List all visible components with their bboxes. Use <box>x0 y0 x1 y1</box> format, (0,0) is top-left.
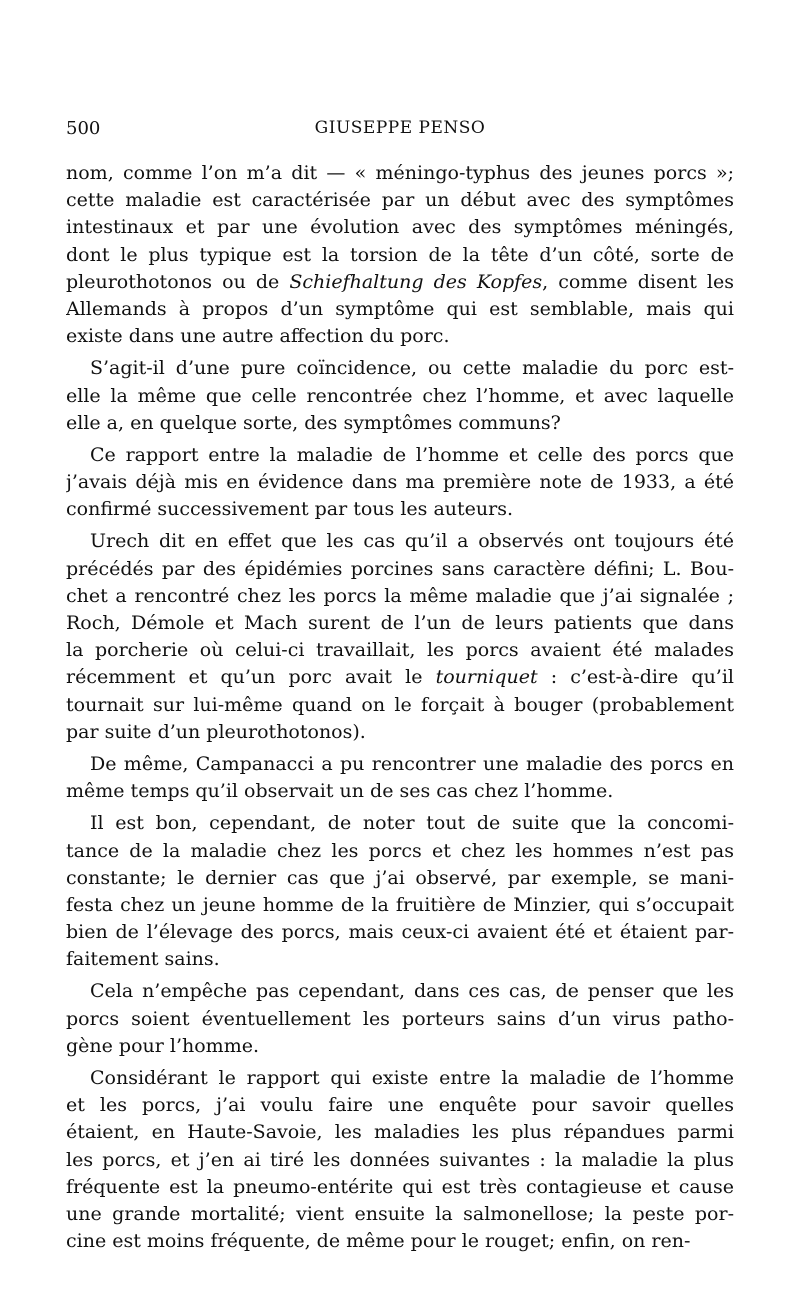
text-line: cine est moins fréquente, de même pour le rouget; enfin, on ren- <box>66 1230 691 1253</box>
text-line: Allemands à propos d’un symptôme qui est semblable, mais qui <box>66 297 734 320</box>
text-line: et les porcs, j’ai voulu faire une enquête pour savoir quelles <box>66 1094 734 1117</box>
paragraph <box>66 442 734 524</box>
text-line: De même, Campanacci a pu rencontrer une maladie des porcs en <box>90 752 734 775</box>
line-text: : c’est-à-dire qu’il <box>537 666 734 689</box>
text-line: S’agit-il d’une pure coïncidence, ou cette maladie du porc est- <box>90 357 734 380</box>
text-line: Cela n’empêche pas cependant, dans ces cas, de penser que les <box>90 980 734 1003</box>
text-line: une grande mortalité; vient ensuite la salmonellose; la peste por- <box>66 1202 734 1225</box>
line-text: , comme disent les <box>542 270 734 293</box>
text-line: tance de la maladie chez les porcs et chez les hommes n’est pas <box>66 839 734 862</box>
text-line: Considérant le rapport qui existe entre la maladie de l’homme <box>90 1067 734 1089</box>
paragraph <box>66 810 734 973</box>
text-line: étaient, en Haute-Savoie, les maladies les plus répandues parmi <box>66 1121 734 1144</box>
text-line: porcs soient éventuellement les porteurs sains d’un virus patho- <box>66 1007 734 1030</box>
paragraph <box>66 160 734 350</box>
text-line: chet a rencontré chez les porcs la même maladie que j’ai signalée ; <box>66 584 734 607</box>
text-line: Il est bon, cependant, de noter tout de suite que la concomi- <box>90 812 734 835</box>
text-line: nom, comme l’on m’a dit — « méningo-typhus des jeunes porcs »; <box>66 162 734 184</box>
text-line: Roch, Démole et Mach surent de l’un de leurs patients que dans <box>66 612 734 634</box>
text-line: confirmé successivement par tous les auteurs. <box>66 498 513 521</box>
text-line: intestinaux et par une évolution avec des symptômes méningés, <box>66 216 734 239</box>
paragraph <box>66 355 734 437</box>
text-line: même temps qu’il observait un de ses cas chez l’homme. <box>66 780 614 803</box>
text-line <box>66 664 734 691</box>
page-number: 500 <box>66 118 101 139</box>
text-line: dont le plus typique est la torsion de la tête d’un côté, sorte de <box>66 243 734 266</box>
text-line <box>66 269 734 296</box>
italic-phrase: tourniquet <box>435 666 538 689</box>
text-line: festa chez un jeune homme de la fruitière de Minzier, qui s’occupait <box>66 893 734 916</box>
text-line: bien de l’élevage des porcs, mais ceux-ci avaient été et étaient par- <box>66 921 734 944</box>
paragraph <box>66 1065 734 1255</box>
body-text <box>66 160 734 1255</box>
text-line: la porcherie où celui-ci travaillait, les porcs avaient été malades <box>66 639 734 662</box>
paragraph <box>66 528 734 746</box>
text-line: elle la même que celle rencontrée chez l’homme, et avec laquelle <box>66 384 734 407</box>
text-line: précédés par des épidémies porcines sans caractère défini; L. Bou- <box>66 557 734 580</box>
running-title: GIUSEPPE PENSO <box>314 118 486 138</box>
running-head <box>66 118 734 144</box>
text-line: cette maladie est caractérisée par un début avec des symptômes <box>66 189 734 212</box>
text-line: les porcs, et j’en ai tiré les données suivantes : la maladie la plus <box>66 1148 734 1171</box>
text-line: j’avais déjà mis en évidence dans ma première note de 1933, a été <box>66 471 734 494</box>
text-line: Ce rapport entre la maladie de l’homme et celle des porcs que <box>90 443 734 466</box>
text-line: existe dans une autre affection du porc. <box>66 325 450 348</box>
paragraph <box>66 751 734 805</box>
text-line: constante; le dernier cas que j’ai observé, par exemple, se mani- <box>66 866 734 889</box>
text-line: gène pour l’homme. <box>66 1034 259 1057</box>
text-line: tournait sur lui-même quand on le forçait à bouger (probablement <box>66 693 734 716</box>
text-line: elle a, en quelque sorte, des symptômes communs? <box>66 411 561 434</box>
text-line: Urech dit en effet que les cas qu’il a observés ont toujours été <box>90 530 734 553</box>
text-line: par suite d’un pleurothotonos). <box>66 720 366 743</box>
italic-phrase: Schiefhaltung des Kopfes <box>289 270 543 293</box>
text-line: faitement sains. <box>66 948 220 971</box>
paragraph <box>66 978 734 1060</box>
line-text: récemment et qu’un porc avait le <box>66 666 436 689</box>
text-line: fréquente est la pneumo-entérite qui est très contagieuse et cause <box>66 1175 734 1198</box>
line-text: pleurothotonos ou de <box>66 270 290 293</box>
